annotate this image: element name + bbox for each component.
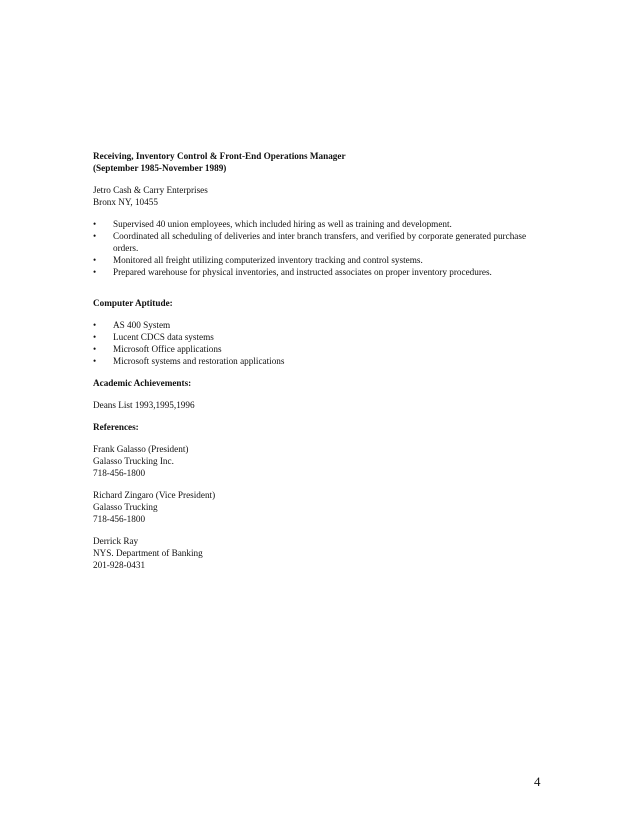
list-item: • Prepared warehouse for physical inventories, and instructed associates on proper inventory procedures. bbox=[93, 266, 553, 278]
job-dates: (September 1985-November 1989) bbox=[93, 163, 227, 173]
reference-phone: 201-928-0431 bbox=[93, 560, 146, 570]
computer-skills-list bbox=[93, 319, 553, 367]
company-location: Bronx NY, 10455 bbox=[93, 197, 158, 207]
academic-heading: Academic Achievements: bbox=[93, 378, 192, 388]
page-number: 4 bbox=[534, 774, 541, 789]
list-item: • Monitored all freight utilizing computerized inventory tracking and control systems. bbox=[93, 254, 553, 266]
job-duties-list bbox=[93, 218, 553, 278]
company-name: Jetro Cash & Carry Enterprises bbox=[93, 185, 208, 195]
list-item: • Microsoft systems and restoration applications bbox=[93, 355, 553, 367]
list-item: • Microsoft Office applications bbox=[93, 343, 553, 355]
reference-name: Richard Zingaro (Vice President) bbox=[93, 490, 216, 500]
references-heading: References: bbox=[93, 422, 139, 432]
reference-entry bbox=[93, 489, 553, 525]
reference-org: Galasso Trucking Inc. bbox=[93, 456, 174, 466]
list-item: • Coordinated all scheduling of deliveries and inter branch transfers, and verified by corporate generated purchase orders. bbox=[93, 230, 553, 254]
reference-entry bbox=[93, 535, 553, 571]
reference-phone: 718-456-1800 bbox=[93, 514, 146, 524]
reference-name: Frank Galasso (President) bbox=[93, 444, 189, 454]
list-item: • Lucent CDCS data systems bbox=[93, 331, 553, 343]
list-item: • Supervised 40 union employees, which included hiring as well as training and development. bbox=[93, 218, 553, 230]
job-title: Receiving, Inventory Control & Front-End Operations Manager bbox=[93, 151, 346, 161]
reference-phone: 718-456-1800 bbox=[93, 468, 146, 478]
resume-content bbox=[93, 150, 553, 571]
reference-org: NYS. Department of Banking bbox=[93, 548, 203, 558]
reference-entry bbox=[93, 443, 553, 479]
reference-name: Derrick Ray bbox=[93, 536, 139, 546]
reference-org: Galasso Trucking bbox=[93, 502, 158, 512]
academic-text: Deans List 1993,1995,1996 bbox=[93, 400, 195, 410]
list-item: • AS 400 System bbox=[93, 319, 553, 331]
computer-heading: Computer Aptitude: bbox=[93, 298, 173, 308]
